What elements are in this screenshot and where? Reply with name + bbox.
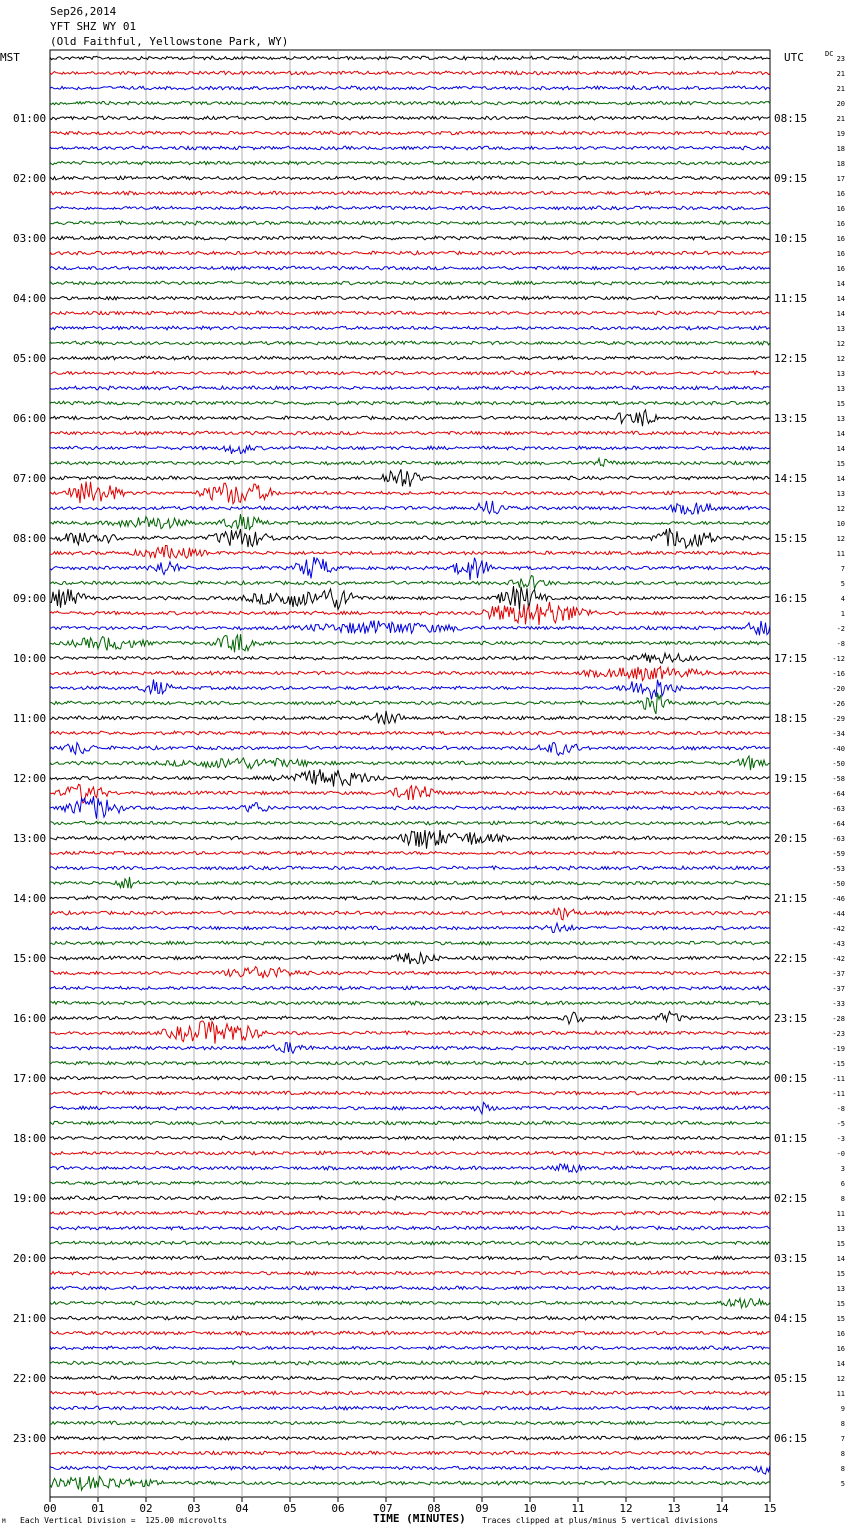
seismic-trace (50, 1465, 770, 1474)
dc-offset-value: 14 (836, 445, 845, 453)
seismic-trace (50, 756, 770, 770)
dc-offset-value: 12 (836, 355, 845, 363)
seismic-trace (50, 1091, 770, 1095)
utc-hour-label: 09:15 (774, 172, 808, 185)
clip-note: Traces clipped at plus/minus 5 vertical divisions (482, 1516, 719, 1525)
seismic-trace (50, 1476, 770, 1490)
seismic-trace (50, 1001, 770, 1005)
seismic-trace (50, 908, 770, 920)
dc-offset-value: 7 (840, 1435, 845, 1443)
seismic-trace (50, 1331, 770, 1335)
seismic-trace (50, 326, 770, 330)
seismic-trace (50, 1021, 770, 1044)
seismic-trace (50, 602, 770, 625)
seismic-trace (50, 986, 770, 990)
utc-hour-label: 14:15 (774, 472, 808, 485)
dc-offset-value: 12 (836, 340, 845, 348)
seismic-trace (50, 576, 770, 589)
dc-offset-value: -50 (832, 760, 845, 768)
seismic-trace (50, 851, 770, 855)
dc-offset-value: -3 (836, 1135, 845, 1143)
station-code: YFT SHZ WY 01 (50, 20, 137, 33)
dc-offset-value: 21 (836, 115, 845, 123)
seismic-trace (50, 546, 770, 559)
mst-hour-label: 07:00 (13, 472, 47, 485)
seismic-trace (50, 236, 770, 240)
dc-offset-value: -28 (832, 1015, 845, 1023)
seismic-trace (50, 1271, 770, 1275)
dc-offset-value: 13 (836, 1225, 845, 1233)
dc-offset-value: 14 (836, 430, 845, 438)
dc-offset-value: -40 (832, 745, 845, 753)
seismic-trace (50, 742, 770, 755)
dc-offset-value: 13 (836, 385, 845, 393)
dc-offset-value: 14 (836, 295, 845, 303)
mst-hour-label: 20:00 (13, 1252, 47, 1265)
dc-offset-value: -58 (832, 775, 845, 783)
dc-offset-value: 16 (836, 205, 845, 213)
dc-offset-value: -12 (832, 655, 845, 663)
mst-hour-label: 14:00 (13, 892, 47, 905)
dc-offset-value: 20 (836, 100, 845, 108)
seismic-trace (50, 680, 770, 700)
seismic-trace (50, 221, 770, 225)
mst-hour-label: 01:00 (13, 112, 47, 125)
seismic-trace (50, 176, 770, 180)
seismic-trace (50, 251, 770, 255)
seismic-trace (50, 341, 770, 345)
dc-offset-value: 16 (836, 1330, 845, 1338)
dc-offset-value: 1 (840, 610, 845, 618)
seismic-trace (50, 401, 770, 405)
seismic-trace (50, 784, 770, 803)
dc-offset-value: 21 (836, 85, 845, 93)
mst-hour-label: 18:00 (13, 1132, 47, 1145)
seismic-trace (50, 1241, 770, 1245)
dc-offset-value: 11 (836, 1210, 845, 1218)
dc-offset-value: -43 (832, 940, 845, 948)
seismic-trace (50, 667, 770, 681)
dc-offset-value: 13 (836, 325, 845, 333)
dc-offset-value: 16 (836, 220, 845, 228)
dc-offset-value: 8 (840, 1420, 845, 1428)
dc-offset-value: -26 (832, 700, 845, 708)
seismic-trace (50, 1376, 770, 1380)
seismic-trace (50, 86, 770, 90)
seismic-trace (50, 281, 770, 285)
dc-offset-value: 14 (836, 475, 845, 483)
seismic-trace (50, 1226, 770, 1230)
dc-offset-value: 14 (836, 1360, 845, 1368)
seismic-trace (50, 266, 770, 270)
seismic-trace (50, 1361, 770, 1365)
dc-offset-value: 11 (836, 550, 845, 558)
dc-offset-value: 15 (836, 460, 845, 468)
dc-offset-value: -63 (832, 805, 845, 813)
seismic-trace (50, 1042, 770, 1053)
dc-offset-value: 15 (836, 1315, 845, 1323)
utc-hour-label: 04:15 (774, 1312, 808, 1325)
dc-offset-value: -42 (832, 925, 845, 933)
seismic-trace (50, 1391, 770, 1395)
dc-offset-value: 18 (836, 145, 845, 153)
utc-axis-title: UTC (784, 51, 804, 64)
utc-hour-label: 20:15 (774, 832, 808, 845)
mst-hour-label: 15:00 (13, 952, 47, 965)
mst-hour-label: 13:00 (13, 832, 47, 845)
dc-offset-value: 16 (836, 190, 845, 198)
x-tick-label: 12 (619, 1502, 633, 1515)
mst-hour-label: 04:00 (13, 292, 47, 305)
dc-offset-value: -2 (836, 625, 845, 633)
dc-offset-value: 18 (836, 160, 845, 168)
seismic-trace (50, 191, 770, 195)
x-tick-label: 13 (667, 1502, 681, 1515)
seismic-trace (50, 386, 770, 390)
seismic-trace (50, 923, 770, 933)
dc-offset-value: -44 (832, 910, 845, 918)
station-location: (Old Faithful, Yellowstone Park, WY) (50, 35, 289, 48)
mst-hour-label: 08:00 (13, 532, 47, 545)
dc-offset-value: -11 (832, 1075, 845, 1083)
dc-offset-value: -64 (832, 790, 845, 798)
dc-offset-value: 8 (840, 1450, 845, 1458)
seismic-trace (50, 1011, 770, 1024)
seismic-trace (50, 1102, 770, 1114)
dc-offset-value: 8 (840, 1195, 845, 1203)
dc-offset-value: -8 (836, 1105, 845, 1113)
dc-offset-value: 16 (836, 1345, 845, 1353)
dc-offset-value: 11 (836, 1390, 845, 1398)
dc-offset-value: 13 (836, 490, 845, 498)
seismic-trace (50, 101, 770, 105)
dc-offset-value: 14 (836, 310, 845, 318)
seismic-trace (50, 634, 770, 652)
dc-offset-value: -23 (832, 1030, 845, 1038)
dc-offset-value: -42 (832, 955, 845, 963)
dc-offset-value: 3 (840, 1165, 845, 1173)
seismic-trace (50, 311, 770, 315)
dc-offset-value: 12 (836, 1375, 845, 1383)
utc-hour-label: 12:15 (774, 352, 808, 365)
dc-offset-value: -46 (832, 895, 845, 903)
dc-offset-value: 13 (836, 415, 845, 423)
dc-column-title: DC (825, 50, 834, 58)
dc-offset-value: -64 (832, 820, 845, 828)
seismic-trace (50, 501, 770, 514)
seismic-trace (50, 161, 770, 165)
seismic-trace (50, 1151, 770, 1155)
seismic-trace (50, 586, 770, 610)
dc-offset-value: 13 (836, 370, 845, 378)
mst-hour-label: 17:00 (13, 1072, 47, 1085)
seismic-trace (50, 941, 770, 945)
dc-offset-value: 21 (836, 70, 845, 78)
dc-offset-value: 6 (840, 1180, 845, 1188)
x-tick-label: 07 (379, 1502, 393, 1515)
seismic-trace (50, 71, 770, 75)
dc-offset-value: -50 (832, 880, 845, 888)
utc-hour-label: 19:15 (774, 772, 808, 785)
mst-hour-label: 09:00 (13, 592, 47, 605)
seismic-trace (50, 1061, 770, 1065)
x-tick-label: 01 (91, 1502, 105, 1515)
x-tick-label: 14 (715, 1502, 729, 1515)
utc-hour-label: 00:15 (774, 1072, 808, 1085)
seismic-trace (50, 769, 770, 786)
utc-hour-label: 05:15 (774, 1372, 808, 1385)
dc-offset-value: -34 (832, 730, 845, 738)
seismic-trace (50, 821, 770, 825)
dc-offset-value: 13 (836, 1285, 845, 1293)
dc-offset-value: -8 (836, 640, 845, 648)
mst-hour-label: 06:00 (13, 412, 47, 425)
mst-axis-title: MST (0, 51, 20, 64)
seismic-trace (50, 1406, 770, 1410)
dc-offset-value: 5 (840, 580, 845, 588)
dc-offset-value: -53 (832, 865, 845, 873)
seismic-trace (50, 56, 770, 60)
dc-offset-value: 4 (840, 595, 845, 603)
dc-offset-value: 15 (836, 1300, 845, 1308)
x-tick-label: 10 (523, 1502, 537, 1515)
dc-offset-value: 23 (836, 55, 845, 63)
seismic-trace (50, 1211, 770, 1215)
seismic-trace (50, 896, 770, 900)
seismic-trace (50, 410, 770, 426)
dc-offset-value: -16 (832, 670, 845, 678)
dc-offset-value: 14 (836, 1255, 845, 1263)
seismic-trace (50, 469, 770, 487)
seismic-trace (50, 1299, 770, 1308)
x-tick-label: 00 (43, 1502, 57, 1515)
seismic-trace (50, 1136, 770, 1140)
seismic-trace (50, 711, 770, 725)
mst-hour-label: 12:00 (13, 772, 47, 785)
dc-offset-value: -63 (832, 835, 845, 843)
seismic-trace (50, 431, 770, 435)
dc-offset-value: -0 (836, 1150, 845, 1158)
x-tick-label: 05 (283, 1502, 297, 1515)
seismic-trace (50, 131, 770, 135)
utc-hour-label: 06:15 (774, 1432, 808, 1445)
x-tick-label: 09 (475, 1502, 489, 1515)
mst-hour-label: 16:00 (13, 1012, 47, 1025)
x-axis-label: TIME (MINUTES) (373, 1512, 466, 1525)
dc-offset-value: 16 (836, 265, 845, 273)
utc-hour-label: 13:15 (774, 412, 808, 425)
seismic-trace (50, 371, 770, 375)
seismic-trace (50, 1421, 770, 1425)
seismic-trace (50, 1436, 770, 1440)
utc-hour-label: 01:15 (774, 1132, 808, 1145)
seismic-trace (50, 1256, 770, 1260)
dc-offset-value: -5 (836, 1120, 845, 1128)
utc-hour-label: 18:15 (774, 712, 808, 725)
seismic-trace (50, 620, 770, 635)
seismic-trace (50, 1286, 770, 1290)
dc-offset-value: 15 (836, 1270, 845, 1278)
utc-hour-label: 15:15 (774, 532, 808, 545)
dc-offset-value: -19 (832, 1045, 845, 1053)
dc-offset-value: -15 (832, 1060, 845, 1068)
mst-hour-label: 19:00 (13, 1192, 47, 1205)
seismic-trace (50, 116, 770, 120)
seismic-trace (50, 830, 770, 849)
seismic-trace (50, 514, 770, 529)
dc-offset-value: 17 (836, 175, 845, 183)
seismic-trace (50, 206, 770, 210)
utc-hour-label: 03:15 (774, 1252, 808, 1265)
x-tick-label: 03 (187, 1502, 201, 1515)
x-tick-label: 08 (427, 1502, 441, 1515)
x-tick-label: 06 (331, 1502, 345, 1515)
utc-hour-label: 11:15 (774, 292, 808, 305)
x-tick-label: 11 (571, 1502, 585, 1515)
corner-mark: M (2, 1518, 6, 1525)
dc-offset-value: 15 (836, 400, 845, 408)
utc-hour-label: 21:15 (774, 892, 808, 905)
dc-offset-value: 16 (836, 235, 845, 243)
mst-hour-label: 05:00 (13, 352, 47, 365)
mst-hour-label: 10:00 (13, 652, 47, 665)
dc-offset-value: 7 (840, 565, 845, 573)
utc-hour-label: 10:15 (774, 232, 808, 245)
seismic-trace (50, 653, 770, 663)
seismic-trace (50, 1346, 770, 1350)
seismic-trace (50, 356, 770, 360)
seismic-trace (50, 731, 770, 735)
mst-hour-label: 11:00 (13, 712, 47, 725)
seismic-trace (50, 528, 770, 548)
plot-date: Sep26,2014 (50, 5, 117, 18)
dc-offset-value: 16 (836, 250, 845, 258)
seismic-trace (50, 953, 770, 964)
seismic-trace (50, 877, 770, 888)
utc-hour-label: 23:15 (774, 1012, 808, 1025)
seismic-trace (50, 146, 770, 150)
dc-offset-value: 8 (840, 1465, 845, 1473)
dc-offset-value: 19 (836, 130, 845, 138)
mst-hour-label: 21:00 (13, 1312, 47, 1325)
seismic-trace (50, 1181, 770, 1185)
seismic-trace (50, 967, 770, 979)
dc-offset-value: -20 (832, 685, 845, 693)
mst-hour-label: 22:00 (13, 1372, 47, 1385)
seismic-trace (50, 866, 770, 870)
dc-offset-value: -37 (832, 985, 845, 993)
seismic-trace (50, 1196, 770, 1200)
seismic-trace (50, 296, 770, 300)
dc-offset-value: 9 (840, 1405, 845, 1413)
utc-hour-label: 16:15 (774, 592, 808, 605)
dc-offset-value: 15 (836, 1240, 845, 1248)
dc-offset-value: 14 (836, 280, 845, 288)
seismic-trace (50, 796, 770, 819)
seismic-trace (50, 557, 770, 580)
scale-note: Each Vertical Division = 125.00 microvolts (20, 1516, 228, 1525)
dc-offset-value: -11 (832, 1090, 845, 1098)
utc-hour-label: 02:15 (774, 1192, 808, 1205)
seismic-trace (50, 1316, 770, 1320)
mst-hour-label: 02:00 (13, 172, 47, 185)
dc-offset-value: -29 (832, 715, 845, 723)
dc-offset-value: -37 (832, 970, 845, 978)
dc-offset-value: 10 (836, 520, 845, 528)
dc-offset-value: 12 (836, 505, 845, 513)
utc-hour-label: 08:15 (774, 112, 808, 125)
mst-hour-label: 23:00 (13, 1432, 47, 1445)
seismic-trace (50, 1164, 770, 1172)
seismic-trace (50, 1121, 770, 1125)
seismic-trace (50, 1076, 770, 1080)
mst-hour-label: 03:00 (13, 232, 47, 245)
utc-hour-label: 22:15 (774, 952, 808, 965)
dc-offset-value: 12 (836, 535, 845, 543)
x-tick-label: 04 (235, 1502, 249, 1515)
seismic-trace (50, 458, 770, 466)
dc-offset-value: -59 (832, 850, 845, 858)
seismic-trace (50, 1451, 770, 1455)
x-tick-label: 15 (763, 1502, 777, 1515)
x-tick-label: 02 (139, 1502, 153, 1515)
dc-offset-value: 5 (840, 1480, 845, 1488)
seismic-trace (50, 445, 770, 454)
utc-hour-label: 17:15 (774, 652, 808, 665)
dc-offset-value: -33 (832, 1000, 845, 1008)
